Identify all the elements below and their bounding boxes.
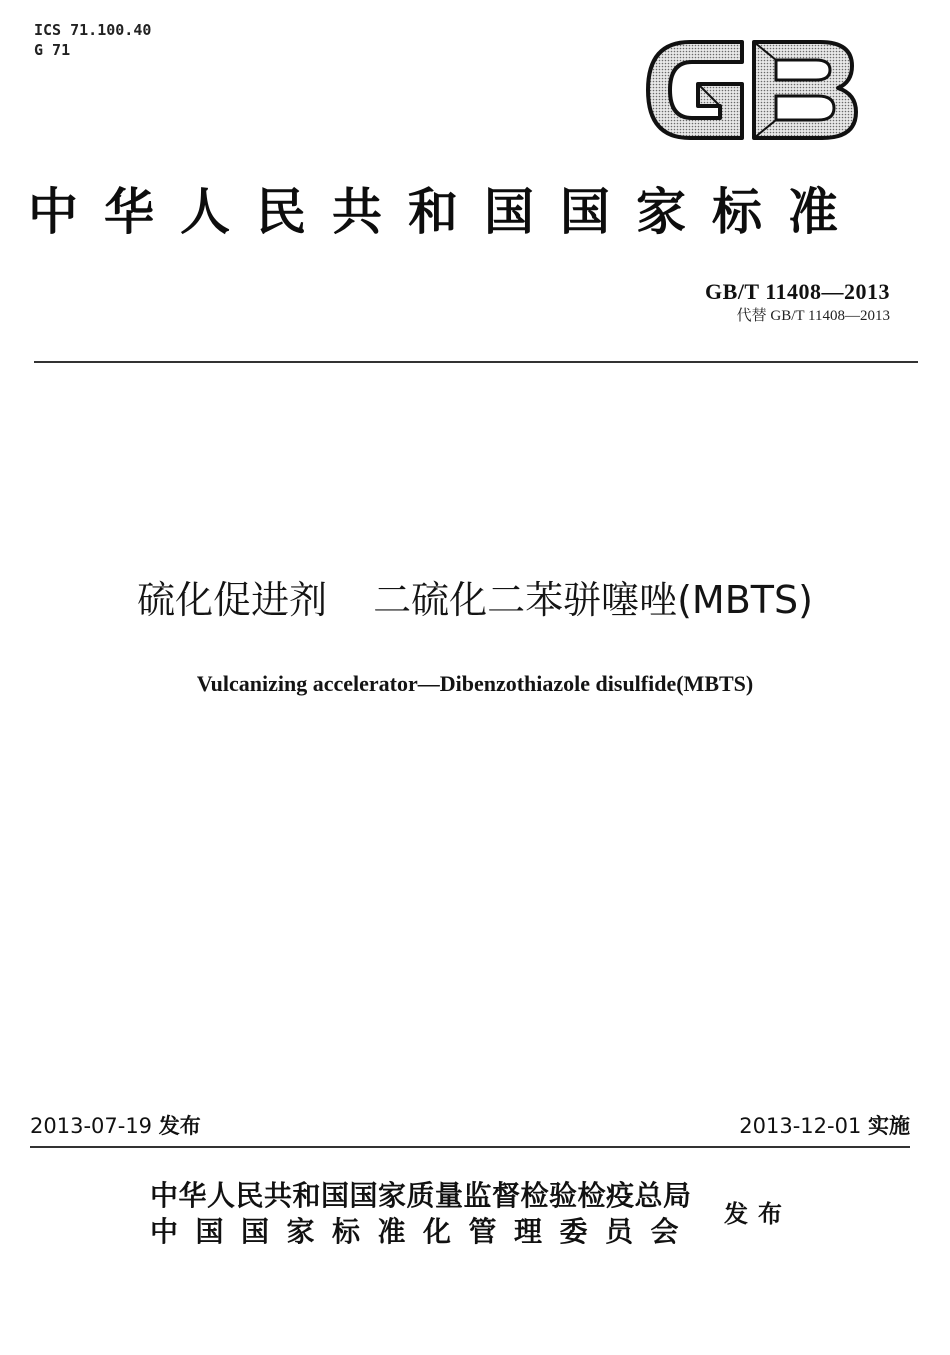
issue-word: 发布: [158, 1114, 201, 1138]
chinese-title: [0, 572, 950, 628]
top-divider: [34, 361, 918, 363]
standard-number-block: [705, 278, 890, 326]
chinese-title-part1: 硫化促进剂: [137, 578, 328, 622]
chinese-title-part2: 二硫化二苯骈噻唑(MBTS): [373, 578, 813, 622]
gb-logo-icon: [640, 32, 866, 148]
issuer-aqsiq: 中华人民共和国国家质量监督检验检疫总局: [150, 1179, 692, 1212]
bottom-divider: [30, 1146, 910, 1148]
implementation-date-block: [739, 1111, 910, 1141]
issue-date-block: [30, 1111, 201, 1141]
issue-date: 2013-07-19: [30, 1114, 153, 1138]
implementation-word: 实施: [868, 1114, 910, 1138]
issuing-authorities: [150, 1178, 696, 1250]
publish-word: 发布: [724, 1200, 792, 1228]
implementation-date: 2013-12-01: [739, 1114, 862, 1138]
ics-code: ICS 71.100.40: [34, 21, 152, 39]
replaces-standard: 代替 GB/T 11408—2013: [736, 308, 890, 324]
standard-number: GB/T 11408—2013: [705, 279, 890, 304]
ccs-code: G 71: [34, 41, 71, 59]
classification-codes: [34, 20, 151, 60]
issuer-sac: 中国国家标准化管理委员会: [150, 1215, 697, 1248]
national-standard-title: 中华人民共和国国家标准: [28, 182, 864, 241]
english-title: Vulcanizing accelerator—Dibenzothiazole disulfide(MBTS): [196, 671, 754, 696]
